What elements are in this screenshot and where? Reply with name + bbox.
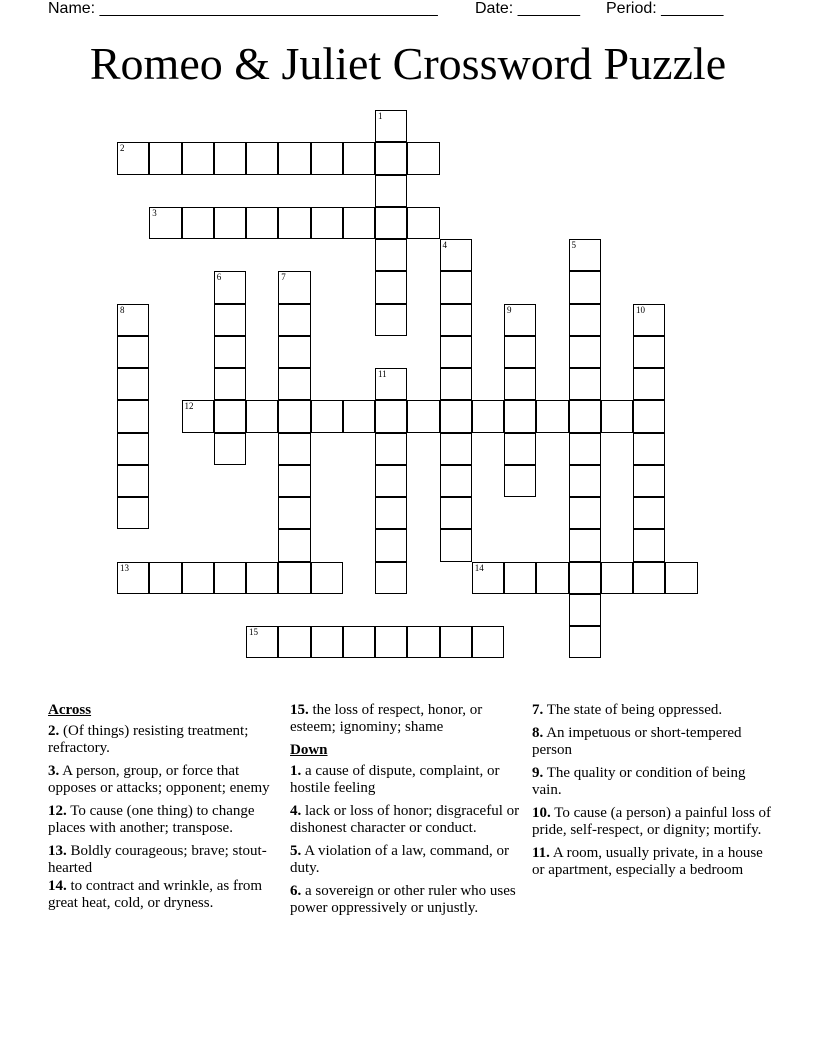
- cell-number: 12: [184, 401, 194, 412]
- grid-cell[interactable]: [117, 433, 149, 465]
- grid-cell[interactable]: [182, 400, 214, 432]
- grid-cell[interactable]: [278, 497, 310, 529]
- clue-down-11: [532, 845, 772, 879]
- grid-cell[interactable]: [407, 207, 439, 239]
- clue-number: 4.: [290, 803, 302, 819]
- grid-cell[interactable]: [633, 562, 665, 594]
- clue-text: the loss of respect, honor, or esteem; ignominy; shame: [290, 702, 483, 735]
- grid-cell[interactable]: [246, 562, 278, 594]
- grid-cell[interactable]: [569, 497, 601, 529]
- clue-number: 11.: [532, 845, 550, 861]
- clue-across-2: [48, 723, 283, 757]
- clue-number: 9.: [532, 765, 544, 781]
- grid-cell[interactable]: [375, 207, 407, 239]
- cell-number: 11: [378, 369, 387, 379]
- grid-cell[interactable]: [440, 433, 472, 465]
- cell-number: 4: [442, 240, 447, 250]
- grid-cell[interactable]: [117, 562, 149, 594]
- grid-cell[interactable]: [633, 465, 665, 497]
- grid-cell[interactable]: [117, 497, 149, 529]
- grid-cell[interactable]: [311, 400, 343, 432]
- clue-text: The quality or condition of being vain.: [532, 765, 746, 798]
- clue-text: a sovereign or other ruler who uses power oppressively or unjustly.: [290, 883, 516, 916]
- grid-cell[interactable]: [375, 465, 407, 497]
- clue-down-1: [290, 763, 525, 797]
- grid-cell[interactable]: [375, 433, 407, 465]
- grid-cell[interactable]: [214, 400, 246, 432]
- clue-text: The state of being oppressed.: [546, 702, 723, 718]
- grid-cell[interactable]: [633, 400, 665, 432]
- cell-number: 15: [249, 627, 258, 637]
- clue-across-15: [290, 702, 525, 736]
- clue-column-3: [532, 702, 772, 885]
- grid-cell[interactable]: [504, 400, 536, 432]
- grid-cell[interactable]: [504, 304, 536, 336]
- clue-number: 13.: [48, 843, 67, 859]
- clue-down-7: [532, 702, 772, 719]
- grid-cell[interactable]: [375, 304, 407, 336]
- grid-cell[interactable]: [569, 400, 601, 432]
- grid-cell[interactable]: [601, 562, 633, 594]
- clue-down-9: [532, 765, 772, 799]
- grid-cell[interactable]: [569, 304, 601, 336]
- grid-cell[interactable]: [117, 400, 149, 432]
- grid-cell[interactable]: [278, 368, 310, 400]
- grid-cell[interactable]: [375, 529, 407, 561]
- name-field[interactable]: Name: ______________________________________: [48, 0, 438, 17]
- clue-across-13: [48, 843, 283, 877]
- grid-cell[interactable]: [569, 529, 601, 561]
- grid-cell[interactable]: [569, 594, 601, 626]
- grid-cell[interactable]: [214, 368, 246, 400]
- grid-cell[interactable]: [214, 562, 246, 594]
- clue-text: lack or loss of honor; disgraceful or dishonest character or conduct.: [290, 803, 520, 836]
- grid-cell[interactable]: [536, 400, 568, 432]
- cell-number: 9: [507, 304, 512, 315]
- grid-cell[interactable]: [117, 368, 149, 400]
- grid-cell[interactable]: [149, 207, 181, 239]
- clue-column-1: [48, 702, 283, 918]
- grid-cell[interactable]: [278, 562, 310, 594]
- grid-cell[interactable]: [440, 239, 472, 271]
- clue-number: 5.: [290, 843, 302, 859]
- grid-cell[interactable]: [214, 304, 246, 336]
- grid-cell[interactable]: [665, 562, 697, 594]
- grid-cell[interactable]: [407, 626, 439, 658]
- grid-cell[interactable]: [440, 336, 472, 368]
- cell-number: 2: [120, 143, 125, 154]
- grid-cell[interactable]: [214, 433, 246, 465]
- cell-number: 10: [636, 304, 645, 315]
- clue-number: 1.: [290, 763, 302, 779]
- clue-text: Boldly courageous; brave; stout-hearted: [48, 843, 267, 876]
- clue-down-5: [290, 843, 525, 877]
- grid-cell[interactable]: [504, 336, 536, 368]
- grid-cell[interactable]: [569, 626, 601, 658]
- grid-cell[interactable]: [569, 433, 601, 465]
- grid-cell[interactable]: [440, 400, 472, 432]
- grid-cell[interactable]: [569, 271, 601, 303]
- grid-cell[interactable]: [472, 562, 504, 594]
- grid-cell[interactable]: [633, 433, 665, 465]
- grid-cell[interactable]: [375, 497, 407, 529]
- grid-cell[interactable]: [278, 304, 310, 336]
- grid-cell[interactable]: [246, 626, 278, 658]
- clue-number: 7.: [532, 702, 544, 718]
- grid-cell[interactable]: [440, 304, 472, 336]
- grid-cell[interactable]: [472, 400, 504, 432]
- grid-cell[interactable]: [375, 110, 407, 142]
- grid-cell[interactable]: [569, 239, 601, 271]
- grid-cell[interactable]: [440, 271, 472, 303]
- grid-cell[interactable]: [375, 400, 407, 432]
- clue-text: An impetuous or short-tempered person: [532, 725, 742, 758]
- grid-cell[interactable]: [278, 626, 310, 658]
- clue-number: 2.: [48, 723, 60, 739]
- grid-cell[interactable]: [375, 175, 407, 207]
- grid-cell[interactable]: [633, 304, 665, 336]
- clue-down-6: [290, 883, 525, 917]
- grid-cell[interactable]: [278, 400, 310, 432]
- cell-number: 1: [378, 111, 383, 121]
- grid-cell[interactable]: [278, 271, 310, 303]
- clue-text: To cause (one thing) to change places with another; transpose.: [48, 803, 255, 836]
- grid-cell[interactable]: [633, 529, 665, 561]
- grid-cell[interactable]: [633, 336, 665, 368]
- grid-cell[interactable]: [440, 368, 472, 400]
- grid-cell[interactable]: [343, 400, 375, 432]
- grid-cell[interactable]: [311, 207, 343, 239]
- clue-text: To cause (a person) a painful loss of pride, self-respect, or dignity; mortify.: [532, 805, 772, 838]
- grid-cell[interactable]: [375, 142, 407, 174]
- grid-cell[interactable]: [214, 271, 246, 303]
- clue-text: A violation of a law, command, or duty.: [290, 843, 510, 876]
- clue-text: a cause of dispute, complaint, or hostile feeling: [290, 763, 500, 796]
- cell-number: 8: [120, 304, 125, 315]
- clue-column-2: [290, 702, 525, 923]
- grid-cell[interactable]: [601, 400, 633, 432]
- grid-cell[interactable]: [117, 142, 149, 174]
- grid-cell[interactable]: [149, 142, 181, 174]
- grid-cell[interactable]: [182, 207, 214, 239]
- grid-cell[interactable]: [440, 529, 472, 561]
- clue-text: A room, usually private, in a house or apartment, especially a bedroom: [532, 845, 763, 878]
- cell-number: 6: [216, 272, 222, 283]
- grid-cell[interactable]: [343, 207, 375, 239]
- grid-cell[interactable]: [407, 400, 439, 432]
- down-heading: Down: [290, 742, 328, 758]
- grid-cell[interactable]: [633, 368, 665, 400]
- grid-cell[interactable]: [569, 465, 601, 497]
- grid-cell[interactable]: [182, 142, 214, 174]
- cell-number: 3: [152, 207, 157, 218]
- grid-cell[interactable]: [375, 271, 407, 303]
- grid-cell[interactable]: [311, 142, 343, 174]
- grid-cell[interactable]: [440, 465, 472, 497]
- grid-cell[interactable]: [214, 142, 246, 174]
- grid-cell[interactable]: [246, 400, 278, 432]
- grid-cell[interactable]: [504, 433, 536, 465]
- clue-across-3: [48, 763, 283, 797]
- clue-number: 12.: [48, 803, 67, 819]
- clue-down-8: [532, 725, 772, 759]
- clue-text: (Of things) resisting treatment; refractory.: [48, 723, 249, 756]
- clue-number: 8.: [532, 725, 544, 741]
- grid-cell[interactable]: [569, 368, 601, 400]
- grid-cell[interactable]: [214, 336, 246, 368]
- cell-number: 13: [120, 562, 129, 573]
- grid-cell[interactable]: [246, 142, 278, 174]
- date-field[interactable]: Date: _______: [475, 0, 580, 17]
- grid-cell[interactable]: [536, 562, 568, 594]
- grid-cell[interactable]: [311, 626, 343, 658]
- grid-cell[interactable]: [504, 368, 536, 400]
- clue-number: 3.: [48, 763, 60, 779]
- grid-cell[interactable]: [117, 304, 149, 336]
- grid-cell[interactable]: [278, 529, 310, 561]
- clue-down-10: [532, 805, 772, 839]
- clue-number: 15.: [290, 702, 309, 718]
- grid-cell[interactable]: [278, 207, 310, 239]
- grid-cell[interactable]: [375, 239, 407, 271]
- grid-cell[interactable]: [149, 562, 181, 594]
- grid-cell[interactable]: [278, 142, 310, 174]
- grid-cell[interactable]: [472, 626, 504, 658]
- cell-number: 14: [474, 562, 484, 573]
- grid-cell[interactable]: [117, 465, 149, 497]
- grid-cell[interactable]: [375, 368, 407, 400]
- grid-cell[interactable]: [504, 562, 536, 594]
- grid-cell[interactable]: [504, 465, 536, 497]
- clue-text: A person, group, or force that opposes or attacks; opponent; enemy: [48, 763, 270, 796]
- grid-cell[interactable]: [440, 626, 472, 658]
- grid-cell[interactable]: [343, 626, 375, 658]
- period-field[interactable]: Period: _______: [606, 0, 724, 17]
- clue-text: to contract and wrinkle, as from great heat, cold, or dryness.: [48, 878, 263, 911]
- grid-cell[interactable]: [278, 465, 310, 497]
- clue-number: 10.: [532, 805, 551, 821]
- grid-cell[interactable]: [278, 433, 310, 465]
- grid-cell[interactable]: [440, 497, 472, 529]
- grid-cell[interactable]: [311, 562, 343, 594]
- clue-number: 6.: [290, 883, 302, 899]
- grid-cell[interactable]: [343, 142, 375, 174]
- grid-cell[interactable]: [569, 562, 601, 594]
- grid-cell[interactable]: [182, 562, 214, 594]
- grid-cell[interactable]: [569, 336, 601, 368]
- across-heading: Across: [48, 702, 92, 718]
- page-title: Romeo & Juliet Crossword Puzzle: [89, 38, 727, 89]
- grid-cell[interactable]: [375, 562, 407, 594]
- clue-across-14: [48, 878, 283, 912]
- clue-across-12: [48, 803, 283, 837]
- cell-number: 7: [281, 272, 286, 283]
- grid-cell[interactable]: [117, 336, 149, 368]
- grid-cell[interactable]: [633, 497, 665, 529]
- grid-cell[interactable]: [278, 336, 310, 368]
- clue-number: 14.: [48, 878, 67, 894]
- grid-cell[interactable]: [214, 207, 246, 239]
- grid-cell[interactable]: [407, 142, 439, 174]
- grid-cell[interactable]: [375, 626, 407, 658]
- cell-number: 5: [571, 240, 576, 250]
- grid-cell[interactable]: [246, 207, 278, 239]
- clue-down-4: [290, 803, 525, 837]
